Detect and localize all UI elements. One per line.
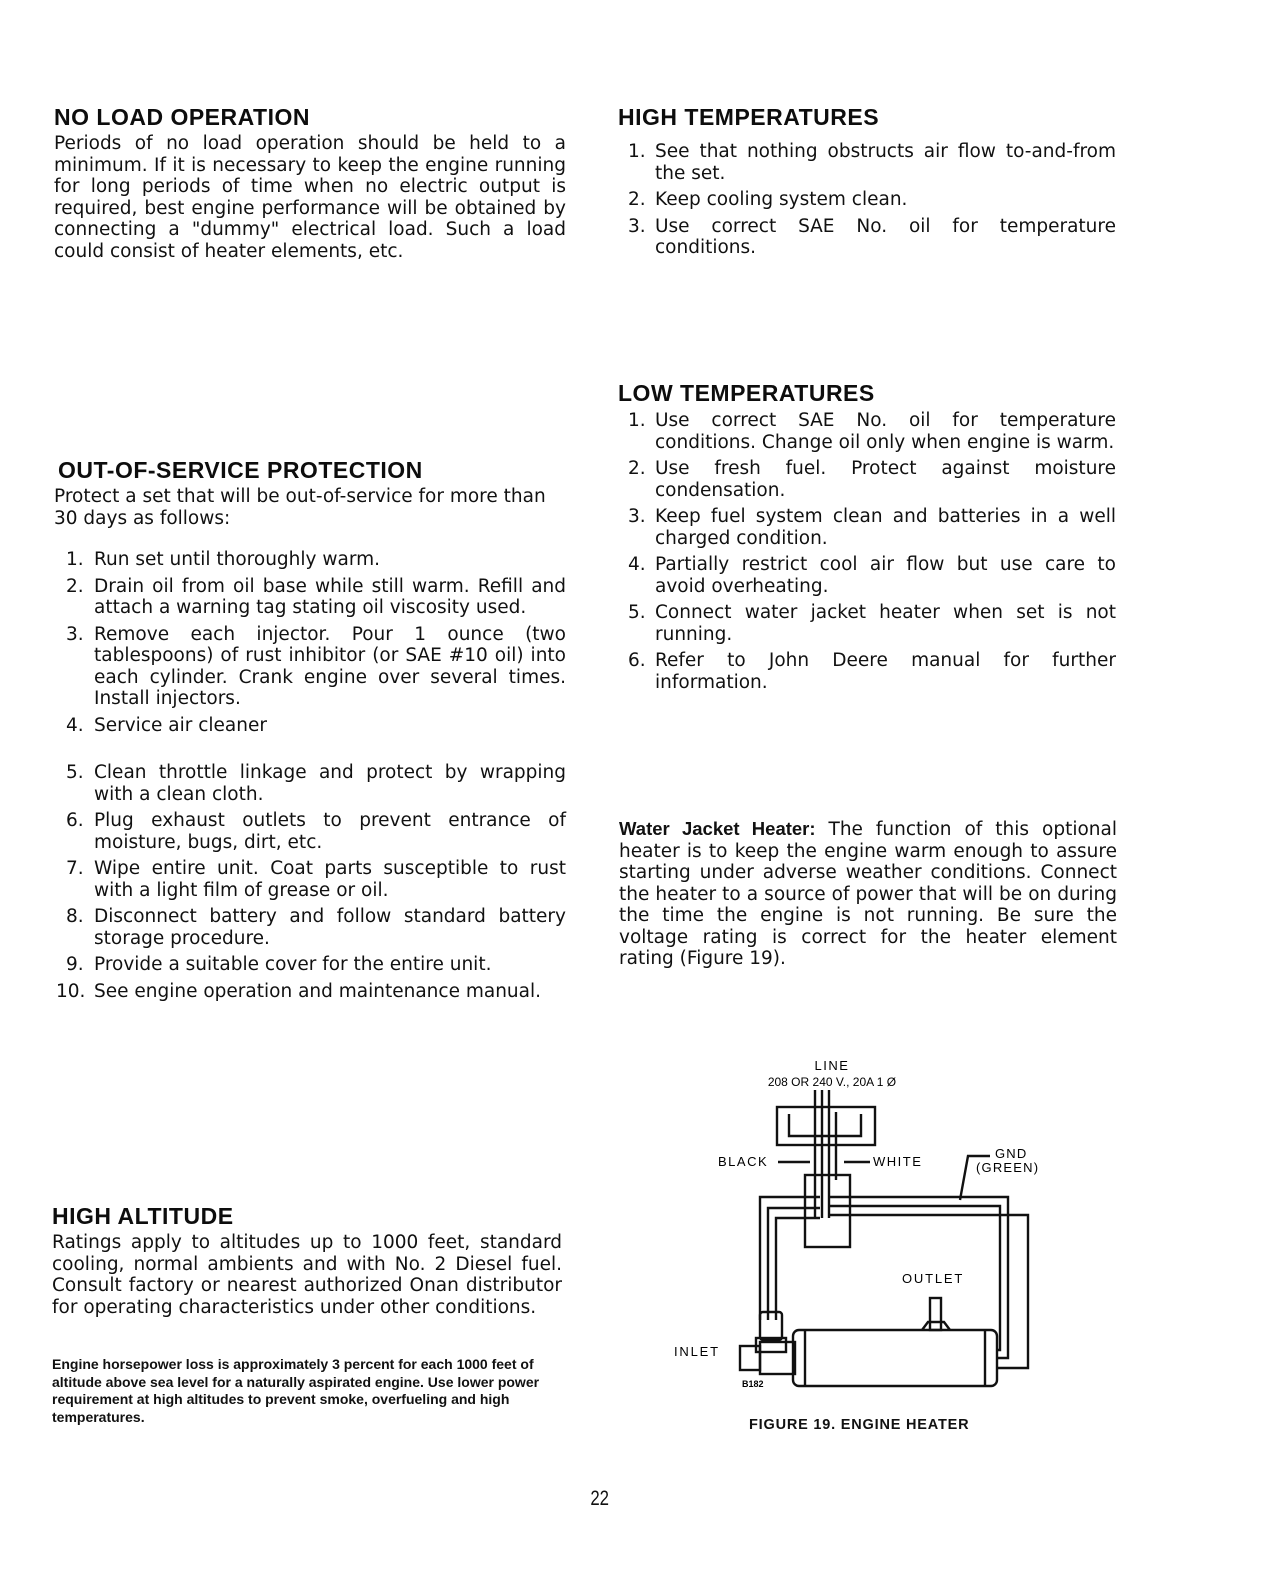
green-label: (GREEN) bbox=[976, 1160, 1040, 1175]
list-number: 5. bbox=[66, 762, 84, 783]
high-altitude-note: Engine horsepower loss is approximately 3 percent for each 1000 feet of altitude above sea level for a naturally aspirated engine. Use lower power requirement at high altitudes to prevent smoke, overfueling and high temperatures. bbox=[52, 1356, 540, 1425]
out-of-service-title: OUT-OF-SERVICE PROTECTION bbox=[58, 457, 423, 483]
page-number: 22 bbox=[590, 1487, 610, 1510]
junction-box bbox=[805, 1175, 850, 1247]
water-jacket-section bbox=[619, 818, 1117, 970]
figure-code: B182 bbox=[742, 1379, 764, 1389]
list-item bbox=[54, 810, 566, 853]
heater-body bbox=[793, 1330, 997, 1386]
list-number: 10. bbox=[56, 980, 86, 1002]
low-temp-title: LOW TEMPERATURES bbox=[618, 380, 875, 406]
list-text: Disconnect battery and follow standard battery storage procedure. bbox=[94, 906, 566, 949]
inlet-label: INLET bbox=[674, 1344, 720, 1359]
low-temp-section bbox=[618, 380, 1116, 693]
list-text: Wipe entire unit. Coat parts susceptible to rust with a light film of grease or oil. bbox=[94, 858, 566, 901]
list-item bbox=[618, 410, 1116, 453]
list-number: 7. bbox=[66, 858, 84, 879]
outlet-label: OUTLET bbox=[902, 1271, 965, 1286]
list-item bbox=[618, 554, 1116, 597]
list-item bbox=[54, 981, 566, 1003]
no-load-body: Periods of no load operation should be held to a minimum. If it is necessary to keep the engine running for long periods of time when no electric output is required, best engine performance will be obtained by connecting a "dummy" electrical load. Such a load could consist of heater elements, etc. bbox=[54, 133, 566, 262]
list-number: 2. bbox=[628, 189, 646, 210]
list-item bbox=[54, 858, 566, 901]
list-number: 3. bbox=[66, 623, 84, 645]
list-item bbox=[618, 506, 1116, 549]
list-text: Keep cooling system clean. bbox=[655, 189, 908, 210]
list-number: 9. bbox=[66, 954, 84, 975]
list-text: Provide a suitable cover for the entire unit. bbox=[94, 954, 492, 975]
black-label: BLACK bbox=[718, 1154, 769, 1169]
list-text: See engine operation and maintenance manual. bbox=[94, 980, 541, 1002]
list-item bbox=[54, 762, 566, 805]
list-text: See that nothing obstructs air flow to-and-from the set. bbox=[655, 141, 1116, 184]
list-text: Drain oil from oil base while still warm. Refill and attach a warning tag stating oil viscosity used. bbox=[94, 575, 566, 618]
list-number: 3. bbox=[628, 506, 646, 527]
list-number: 5. bbox=[628, 602, 646, 623]
white-label: WHITE bbox=[873, 1154, 923, 1169]
heater-left-fitting bbox=[760, 1312, 782, 1340]
gnd-label: GND bbox=[995, 1146, 1028, 1161]
list-item bbox=[618, 216, 1116, 259]
list-text: Use correct SAE No. oil for temperature conditions. bbox=[655, 215, 1116, 258]
list-item bbox=[54, 954, 566, 976]
list-item bbox=[618, 650, 1116, 693]
water-jacket-label: Water Jacket Heater: bbox=[619, 818, 816, 839]
list-text: Use fresh fuel. Protect against moisture condensation. bbox=[655, 458, 1116, 501]
list-number: 8. bbox=[66, 906, 84, 927]
high-temp-title: HIGH TEMPERATURES bbox=[618, 104, 880, 130]
list-text: Clean throttle linkage and protect by wrapping with a clean cloth. bbox=[94, 762, 566, 805]
list-text: Use correct SAE No. oil for temperature conditions. Change oil only when engine is warm. bbox=[655, 410, 1116, 453]
list-text: Service air cleaner bbox=[94, 714, 267, 736]
list-number: 1. bbox=[628, 141, 646, 162]
list-number: 6. bbox=[628, 650, 646, 671]
voltage-label: 208 OR 240 V., 20A 1 Ø bbox=[767, 1075, 897, 1089]
water-jacket-paragraph bbox=[619, 818, 1117, 970]
list-item bbox=[618, 141, 1116, 184]
list-number: 4. bbox=[628, 554, 646, 575]
line-label: LINE bbox=[814, 1058, 850, 1073]
engine-heater-diagram bbox=[660, 1050, 1080, 1400]
list-item bbox=[54, 906, 566, 949]
no-load-title: NO LOAD OPERATION bbox=[54, 104, 310, 130]
list-text: Plug exhaust outlets to prevent entrance of moisture, bugs, dirt, etc. bbox=[94, 810, 566, 853]
list-item bbox=[618, 458, 1116, 501]
list-text: Run set until thoroughly warm. bbox=[94, 549, 381, 570]
high-temp-section bbox=[618, 104, 1116, 259]
list-item bbox=[54, 715, 566, 737]
out-of-service-section bbox=[54, 457, 566, 736]
list-number: 1. bbox=[628, 410, 646, 431]
list-number: 2. bbox=[66, 575, 84, 597]
list-item bbox=[618, 602, 1116, 645]
high-altitude-section bbox=[52, 1203, 562, 1426]
list-number: 6. bbox=[66, 810, 84, 831]
list-text: Refer to John Deere manual for further information. bbox=[655, 650, 1116, 693]
list-text: Connect water jacket heater when set is not running. bbox=[655, 602, 1116, 645]
list-text: Remove each injector. Pour 1 ounce (two tablespoons) of rust inhibitor (or SAE #10 oil) into each cylinder. Crank engine over several times. Install injectors. bbox=[94, 623, 566, 709]
figure-caption: FIGURE 19. ENGINE HEATER bbox=[749, 1417, 970, 1433]
list-item bbox=[54, 624, 566, 710]
list-number: 2. bbox=[628, 458, 646, 479]
list-number: 4. bbox=[66, 714, 84, 736]
list-item bbox=[54, 549, 566, 571]
list-item bbox=[54, 576, 566, 619]
high-altitude-body: Ratings apply to altitudes up to 1000 feet, standard cooling, normal ambients and with No. 2 Diesel fuel. Consult factory or nearest authorized Onan distributor for operating characteristics under other conditions. bbox=[52, 1232, 562, 1318]
out-of-service-continued bbox=[54, 762, 566, 1002]
outlet-pipe bbox=[930, 1298, 941, 1330]
list-text: Keep fuel system clean and batteries in a well charged condition. bbox=[655, 506, 1116, 549]
list-number: 1. bbox=[66, 549, 84, 570]
no-load-section bbox=[54, 104, 566, 262]
list-text: Partially restrict cool air flow but use care to avoid overheating. bbox=[655, 554, 1116, 597]
high-altitude-title: HIGH ALTITUDE bbox=[52, 1203, 234, 1229]
water-jacket-text: The function of this optional heater is to keep the engine warm enough to assure starting under adverse weather conditions. Connect the heater to a source of power that will be on during the time the engine is not running. Be sure the voltage rating is correct for the heater element rating (Figure 19). bbox=[619, 819, 1117, 969]
out-of-service-intro: Protect a set that will be out-of-service for more than 30 days as follows: bbox=[54, 486, 546, 529]
list-number: 3. bbox=[628, 215, 646, 237]
list-item bbox=[618, 189, 1116, 211]
